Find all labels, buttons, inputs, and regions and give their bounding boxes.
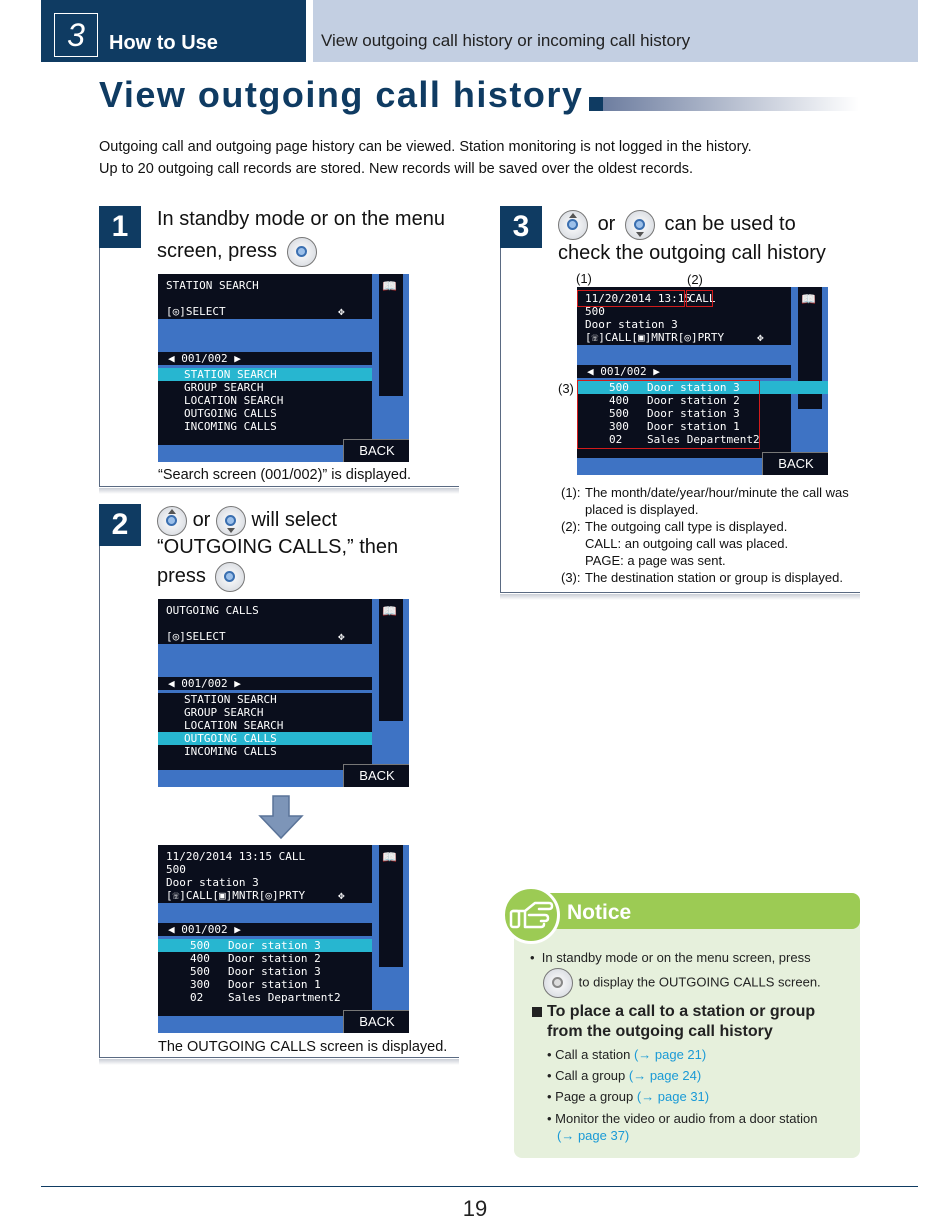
move-icon: ✥ (338, 630, 345, 643)
history-controls: [☏]CALL[▣]MNTR[◎]PRTY (166, 889, 306, 902)
section-title: View outgoing call history or incoming call history (321, 31, 691, 50)
table-row: 500 Door station 3 (158, 939, 372, 952)
notice-bullet-1-line2: to display the OUTGOING CALLS screen. (543, 968, 821, 998)
screen-page-bar (158, 923, 372, 936)
book-icon: 📖 (801, 292, 816, 306)
page-link[interactable]: (→ page 31) (636, 1089, 710, 1104)
screen-list (158, 368, 372, 445)
step-2-number: 2 (99, 504, 141, 546)
page-link[interactable]: (→ page 24) (628, 1068, 702, 1083)
screen-select-hint: [◎]SELECT (166, 630, 226, 643)
list-item: INCOMING CALLS (184, 420, 277, 433)
move-icon: ✥ (338, 305, 345, 318)
history-station: Door station 3 (585, 318, 678, 331)
title-square-decoration (589, 97, 603, 111)
history-controls: [☏]CALL[▣]MNTR[◎]PRTY (585, 331, 725, 344)
table-row: 300 Door station 1 (609, 420, 740, 433)
note-3-text: The destination station or group is displayed. (585, 570, 843, 585)
back-button: BACK (343, 764, 409, 787)
step-2-text-line2: “OUTGOING CALLS,” then (157, 536, 399, 558)
page-number: 19 (462, 1196, 488, 1221)
step-2-text: press (157, 565, 206, 587)
step-1-text-line2 (157, 236, 317, 267)
book-icon: 📖 (382, 850, 397, 864)
notice-bullet-1-line1: • In standby mode or on the menu screen, press (530, 950, 811, 965)
note-1-label: (1): (561, 485, 581, 500)
intro-line-2: Up to 20 outgoing call records are stored. New records will be saved over the oldest records. (99, 161, 693, 177)
callout-3-box (577, 380, 760, 449)
note-1-text: The month/date/year/hour/minute the call was placed is displayed. (585, 485, 849, 517)
notice-emblem (502, 886, 560, 944)
notice-item-2: • Call a group (→ page 24) (547, 1068, 702, 1083)
history-type: CALL (689, 292, 716, 305)
step-1-text: screen, press (157, 240, 278, 262)
page-title: View outgoing call history (99, 74, 584, 115)
page-indicator: ◀ 001/002 ▶ (168, 923, 241, 936)
callout-2-box (686, 290, 713, 307)
chapter-title: How to Use (109, 32, 218, 54)
footer-divider (41, 1186, 918, 1187)
back-button: BACK (343, 439, 409, 462)
select-button-icon (287, 237, 317, 267)
list-item: OUTGOING CALLS (158, 732, 372, 745)
screen-page-bar (577, 365, 791, 378)
history-datetime: 11/20/2014 13:15 (585, 292, 691, 305)
page-indicator: ◀ 001/002 ▶ (168, 352, 241, 365)
table-row: 500 Door station 3 (577, 381, 828, 394)
step-3-text: can be used to (664, 213, 796, 235)
or-text: or (597, 213, 616, 235)
notice-item-3: • Page a group (→ page 31) (547, 1089, 710, 1104)
page-indicator: ◀ 001/002 ▶ (587, 365, 660, 378)
intro-line-1: Outgoing call and outgoing page history can be viewed. Station monitoring is not logged in the history. (99, 139, 752, 155)
table-row: 02 Sales Department2 (190, 991, 341, 1004)
select-button-icon (215, 562, 245, 592)
table-row: 400 Door station 2 (190, 952, 321, 965)
pointing-hand-icon (505, 889, 557, 941)
step-2-shadow (99, 1059, 459, 1065)
outgoing-menu-screen (158, 599, 409, 787)
screen-title: STATION SEARCH (166, 279, 259, 292)
select-button-icon (543, 968, 573, 998)
step-3-text-line2: check the outgoing call history (558, 242, 826, 264)
page-link[interactable]: (→ page 37) (557, 1128, 630, 1143)
back-button: BACK (343, 1010, 409, 1033)
list-item: GROUP SEARCH (184, 706, 264, 719)
step-2-text: will select (251, 509, 338, 531)
history-number: 500 (166, 863, 186, 876)
history-number: 500 (585, 305, 605, 318)
screen-list (158, 693, 372, 770)
list-item: LOCATION SEARCH (184, 719, 284, 732)
table-row: 300 Door station 1 (190, 978, 321, 991)
move-icon: ✥ (338, 889, 345, 902)
page-indicator: ◀ 001/002 ▶ (168, 677, 241, 690)
notice-item-1: • Call a station (→ page 21) (547, 1047, 707, 1062)
list-item: STATION SEARCH (184, 693, 277, 706)
book-icon: 📖 (382, 279, 397, 293)
note-2-label: (2): (561, 519, 581, 534)
down-button-icon (625, 210, 655, 240)
note-3-label: (3): (561, 570, 581, 585)
back-button: BACK (762, 452, 828, 475)
screen-select-hint: [◎]SELECT (166, 305, 226, 318)
callout-1: (1) (576, 271, 592, 286)
history-screen-step3 (577, 287, 828, 475)
screen-title: OUTGOING CALLS (166, 604, 259, 617)
step-1-text-line1: In standby mode or on the menu (157, 208, 445, 230)
list-item: INCOMING CALLS (184, 745, 277, 758)
book-icon: 📖 (382, 604, 397, 618)
callout-2: (2) (687, 272, 703, 287)
table-row: 500 Door station 3 (190, 965, 321, 978)
up-button-icon (558, 210, 588, 240)
table-row: 400 Door station 2 (609, 394, 740, 407)
or-text: or (192, 509, 211, 531)
title-gradient-decoration (603, 97, 859, 111)
step-3-text-line1 (558, 209, 796, 240)
search-screen (158, 274, 409, 462)
move-icon: ✥ (757, 331, 764, 344)
note-2-text: The outgoing call type is displayed. CALL: an outgoing call was placed. PAGE: a page was sent. (585, 519, 789, 568)
list-item: STATION SEARCH (158, 368, 372, 381)
list-item: GROUP SEARCH (184, 381, 264, 394)
step-1-number: 1 (99, 206, 141, 248)
screen-page-bar (158, 677, 372, 690)
heading-square-icon (532, 1007, 542, 1017)
page-link[interactable]: (→ page 21) (633, 1047, 707, 1062)
list-item: OUTGOING CALLS (184, 407, 277, 420)
list-item: LOCATION SEARCH (184, 394, 284, 407)
history-station: Door station 3 (166, 876, 259, 889)
chapter-number: 3 (54, 13, 98, 57)
step-2-caption: The OUTGOING CALLS screen is displayed. (158, 1039, 448, 1055)
step-3-shadow (500, 594, 860, 600)
step-1-caption: “Search screen (001/002)” is displayed. (158, 467, 412, 483)
arrow-down-icon (256, 794, 306, 840)
notice-heading: To place a call to a station or group from the outgoing call history (547, 1003, 816, 1040)
table-row: 500 Door station 3 (609, 407, 740, 420)
history-screen-step2 (158, 845, 409, 1033)
notice-title: Notice (567, 901, 632, 924)
step-3-number: 3 (500, 206, 542, 248)
screen-list (158, 939, 372, 1016)
step-1-shadow (99, 488, 459, 494)
screen-page-bar (158, 352, 372, 365)
history-datetime-type: 11/20/2014 13:15 CALL (166, 850, 306, 863)
notice-header-bar (514, 893, 860, 929)
table-row: 02 Sales Department2 (609, 433, 760, 446)
notice-item-4: • Monitor the video or audio from a door station (→ page 37) (547, 1111, 818, 1143)
callout-1-box (577, 290, 685, 307)
step-2-text-line3 (157, 561, 245, 592)
callout-3: (3) (558, 381, 574, 396)
